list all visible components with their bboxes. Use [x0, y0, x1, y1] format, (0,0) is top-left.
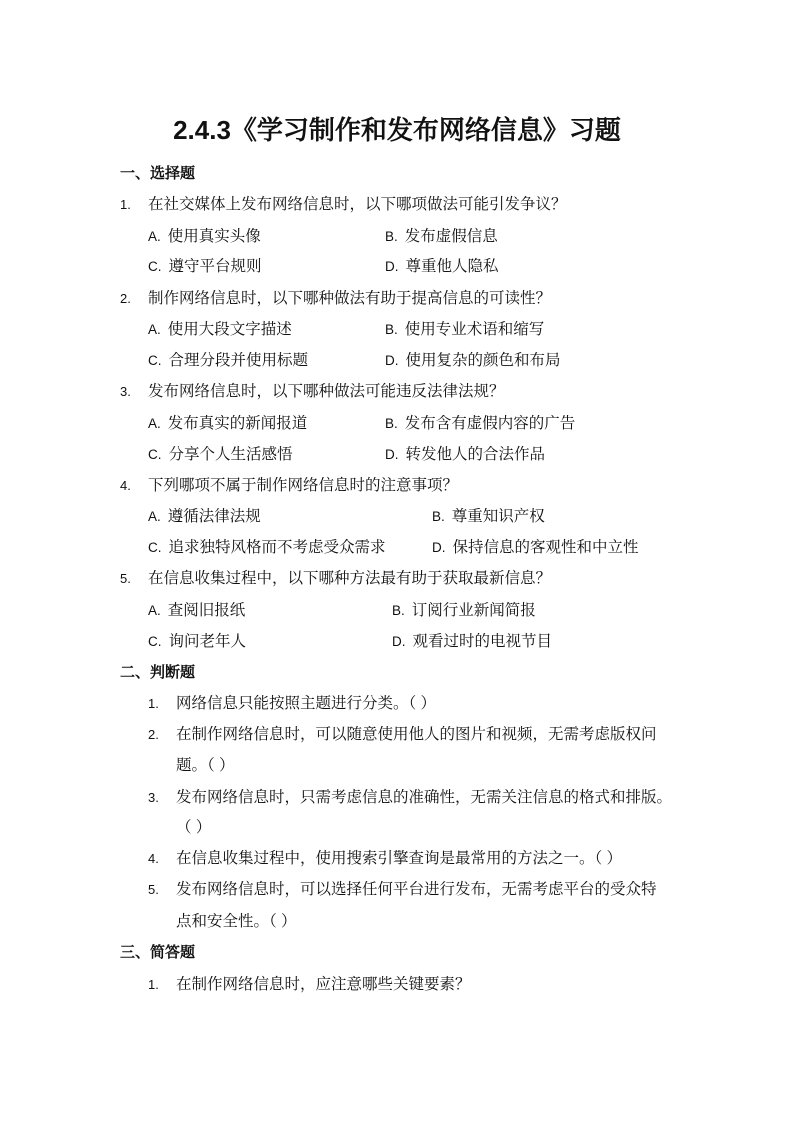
item-number: 1.	[148, 696, 159, 711]
question-number: 2.	[120, 291, 131, 306]
option-b	[432, 507, 545, 527]
option-label: A.	[148, 509, 161, 524]
option-text: 尊重他人隐私	[405, 258, 499, 275]
option-text: 发布真实的新闻报道	[167, 415, 308, 432]
item-text-continued: 点和安全性。（ ）	[176, 913, 297, 930]
option-text: 查阅旧报纸	[167, 602, 246, 619]
option-label: B.	[385, 229, 398, 244]
document-title: 2.4.3《学习制作和发布网络信息》习题	[173, 115, 621, 145]
option-text: 使用真实头像	[167, 228, 261, 245]
option-b	[392, 601, 536, 621]
question-number: 4.	[120, 478, 131, 493]
option-text: 尊重知识产权	[451, 508, 545, 525]
option-c	[148, 257, 262, 277]
option-text: 追求独特风格而不考虑受众需求	[168, 539, 386, 556]
option-label: B.	[385, 416, 398, 431]
option-text: 遵循法律法规	[167, 508, 261, 525]
item-text: 发布网络信息时，可以选择任何平台进行发布，无需考虑平台的受众特	[176, 881, 657, 898]
item-number: 1.	[148, 977, 159, 992]
item-text: 网络信息只能按照主题进行分类。（ ）	[176, 695, 437, 712]
section-heading-short-answer: 三、简答题	[120, 944, 196, 961]
question-text: 在信息收集过程中，以下哪种方法最有助于获取最新信息？	[148, 570, 552, 587]
question-number: 1.	[120, 197, 131, 212]
option-label: D.	[392, 634, 406, 649]
option-c	[148, 632, 246, 652]
item-text: 发布网络信息时，只需考虑信息的准确性，无需关注信息的格式和排版。	[176, 789, 673, 806]
option-text: 转发他人的合法作品	[405, 446, 546, 463]
item-text: 在制作网络信息时，可以随意使用他人的图片和视频，无需考虑版权问	[176, 726, 657, 743]
option-label: A.	[148, 603, 161, 618]
option-a	[148, 227, 261, 247]
question-number: 5.	[120, 571, 131, 586]
section-heading-judgement: 二、判断题	[120, 664, 196, 681]
option-d	[432, 538, 639, 558]
option-label: D.	[432, 540, 446, 555]
option-b	[385, 414, 575, 434]
option-a	[148, 601, 245, 621]
question-number: 3.	[120, 384, 131, 399]
section-heading-choice: 一、选择题	[120, 165, 196, 182]
option-text: 观看过时的电视节目	[412, 633, 553, 650]
question-text: 下列哪项不属于制作网络信息时的注意事项？	[148, 477, 459, 494]
option-d	[385, 351, 561, 371]
option-c	[148, 445, 293, 465]
option-text: 发布含有虚假内容的广告	[404, 415, 576, 432]
option-label: C.	[148, 447, 162, 462]
option-b	[385, 227, 498, 247]
option-d	[385, 257, 499, 277]
option-d	[385, 445, 545, 465]
option-text: 使用大段文字描述	[167, 321, 292, 338]
option-text: 发布虚假信息	[404, 228, 498, 245]
option-label: D.	[385, 259, 399, 274]
option-label: C.	[148, 540, 162, 555]
item-text: 在信息收集过程中，使用搜索引擎查询是最常用的方法之一。（ ）	[176, 850, 623, 867]
option-label: C.	[148, 634, 162, 649]
option-text: 保持信息的客观性和中立性	[452, 539, 639, 556]
item-text-continued: （ ）	[176, 819, 212, 836]
option-c	[148, 538, 386, 558]
option-label: A.	[148, 229, 161, 244]
question-text: 在社交媒体上发布网络信息时，以下哪项做法可能引发争议？	[148, 196, 567, 213]
option-b	[385, 320, 544, 340]
option-label: A.	[148, 416, 161, 431]
option-label: C.	[148, 353, 162, 368]
item-number: 5.	[148, 882, 159, 897]
option-text: 使用专业术语和缩写	[404, 321, 545, 338]
option-text: 分享个人生活感悟	[168, 446, 293, 463]
option-text: 合理分段并使用标题	[168, 352, 309, 369]
option-label: C.	[148, 259, 162, 274]
option-d	[392, 632, 552, 652]
option-a	[148, 507, 261, 527]
question-text: 发布网络信息时，以下哪种做法可能违反法律法规？	[148, 383, 505, 400]
item-text-continued: 题。（ ）	[176, 757, 235, 774]
option-a	[148, 320, 292, 340]
option-label: B.	[385, 322, 398, 337]
item-number: 4.	[148, 851, 159, 866]
option-a	[148, 414, 307, 434]
option-text: 询问老年人	[168, 633, 247, 650]
option-text: 使用复杂的颜色和布局	[405, 352, 561, 369]
option-text: 订阅行业新闻简报	[411, 602, 536, 619]
item-number: 2.	[148, 727, 159, 742]
option-label: D.	[385, 353, 399, 368]
option-label: A.	[148, 322, 161, 337]
option-label: B.	[432, 509, 445, 524]
question-text: 制作网络信息时，以下哪种做法有助于提高信息的可读性？	[148, 290, 552, 307]
option-c	[148, 351, 308, 371]
option-label: D.	[385, 447, 399, 462]
option-text: 遵守平台规则	[168, 258, 262, 275]
option-label: B.	[392, 603, 405, 618]
item-number: 3.	[148, 790, 159, 805]
item-text: 在制作网络信息时，应注意哪些关键要素？	[176, 976, 471, 993]
